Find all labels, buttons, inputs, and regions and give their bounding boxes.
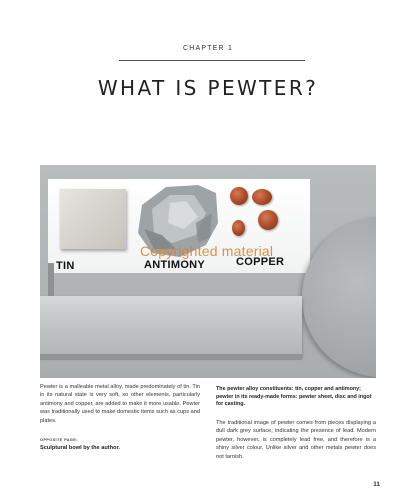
traditional-paragraph: The traditional image of pewter comes from pieces displaying a dull dark grey surface, indicating the presence of lead. Modern pewter, however, is completely lead free, and therefore is a shiny silver colour. Unlike silver and other metals pewter does not tarnish. (216, 420, 376, 460)
copper-disc (230, 187, 248, 205)
page-number: 11 (373, 481, 380, 488)
watermark: Copyrighted material (140, 243, 274, 259)
copper-disc (258, 210, 278, 230)
copper-disc (252, 189, 272, 205)
opposite-page-label: OPPOSITE PAGE: (40, 438, 78, 442)
chapter-rule (119, 60, 305, 61)
intro-paragraph: Pewter is a malleable metal alloy, made predominately of tin. Tin in its natural state is very soft, so other elements, particularly antimony and copper, are added to make it more usable. Pewter was traditionally used to make domestic items such as cups and plates. (40, 384, 200, 424)
photo-caption: The pewter alloy constituents: tin, copper and antimony; pewter in its ready-made forms: pewter sheet, disc and ingot for casting. (216, 386, 372, 408)
label-copper: COPPER (236, 256, 285, 268)
opposite-page-caption: Sculptural bowl by the author. (40, 445, 120, 451)
page-title: WHAT IS PEWTER? (97, 76, 319, 100)
tin-sample (60, 189, 126, 249)
chapter-label: CHAPTER 1 (182, 45, 234, 52)
photo (40, 165, 376, 378)
pewter-sheet-edge (40, 354, 302, 360)
pewter-sheet (40, 296, 302, 356)
label-tin: TIN (56, 260, 75, 272)
pewter-disc (302, 217, 376, 377)
label-antimony: ANTIMONY (144, 259, 206, 271)
copper-disc (232, 220, 245, 236)
